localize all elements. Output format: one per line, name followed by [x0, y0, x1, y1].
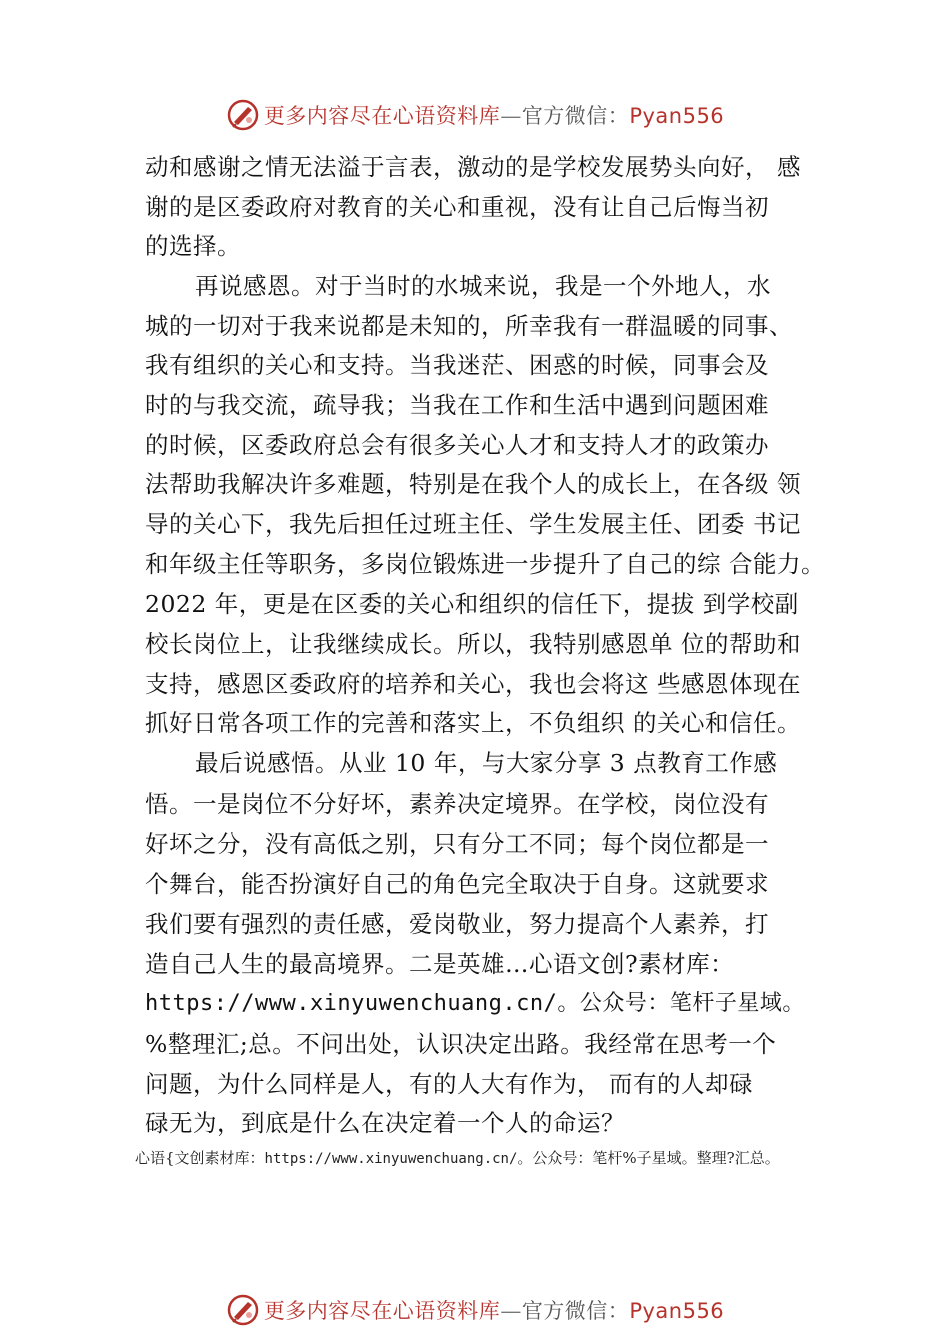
- text-line: 法帮助我解决许多难题，特别是在我个人的成长上，在各级 领: [145, 470, 801, 498]
- text-line: 碌无为，到底是什么在决定着一个人的命运？: [145, 1109, 625, 1137]
- text-line: 个舞台，能否扮演好自己的角色完全取决于自身。这就要求: [145, 870, 769, 898]
- footnote-url: https://www.xinyuwenchuang.cn/: [264, 1151, 518, 1167]
- text-line: 的时候，区委政府总会有很多关心人才和支持人才的政策办: [145, 431, 769, 459]
- text-line: 谢的是区委政府对教育的关心和重视，没有让自己后悔当初: [145, 193, 769, 221]
- text-line: 悟。一是岗位不分好坏，素养决定境界。在学校，岗位没有: [145, 790, 769, 818]
- text-line: 我有组织的关心和支持。当我迷茫、困惑的时候，同事会及: [145, 351, 769, 379]
- footnote: [135, 1146, 780, 1171]
- text-line: 导的关心下，我先后担任过班主任、学生发展主任、团委 书记: [145, 510, 801, 538]
- text-line: 最后说感悟。从业 10 年，与大家分享 3 点教育工作感: [195, 749, 778, 777]
- text-line: 抓好日常各项工作的完善和落实上，不负组织 的关心和信任。: [145, 709, 801, 737]
- text-line: 造自己人生的最高境界。二是英雄…心语文创?素材库：: [145, 950, 735, 978]
- text-line: 我们要有强烈的责任感，爱岗敬业，努力提高个人素养，打: [145, 910, 769, 938]
- text-line: 时的与我交流，疏导我；当我在工作和生活中遇到问题困难: [145, 391, 769, 419]
- text-line: 再说感恩。对于当时的水城来说，我是一个外地人，水: [195, 272, 771, 300]
- text-line: 城的一切对于我来说都是未知的，所幸我有一群温暖的同事、: [145, 312, 793, 340]
- text-line: 的选择。: [145, 232, 241, 260]
- footnote-suffix: 。公众号：笔杆%子星域。整理?汇总。: [517, 1149, 780, 1167]
- banner-dash: —: [500, 1299, 522, 1323]
- banner-wechat-id: Pyan556: [629, 1299, 725, 1323]
- text-line: 校长岗位上，让我继续成长。所以，我特别感恩单 位的帮助和: [145, 630, 801, 658]
- text-line: 2022 年，更是在区委的关心和组织的信任下，提拔 到学校副: [145, 590, 799, 618]
- banner-wechat-id: Pyan556: [629, 104, 725, 128]
- banner-brand: 更多内容尽在心语资料库: [263, 1299, 501, 1323]
- pen-logo-icon: [226, 1293, 260, 1327]
- footer-banner-text: [264, 1295, 724, 1325]
- footer-banner: [0, 1290, 950, 1330]
- banner-wechat-label: 官方微信：: [521, 104, 630, 128]
- text-line: 和年级主任等职务，多岗位锻炼进一步提升了自己的综 合能力。: [145, 550, 825, 578]
- banner-dash: —: [500, 104, 522, 128]
- text-line: 动和感谢之情无法溢于言表，激动的是学校发展势头向好， 感: [145, 153, 801, 181]
- text-line: %整理汇;总。不问出处，认识决定出路。我经常在思考一个: [145, 1030, 777, 1058]
- text-line: 问题，为什么同样是人，有的人大有作为， 而有的人却碌: [145, 1070, 753, 1098]
- banner-brand: 更多内容尽在心语资料库: [263, 104, 501, 128]
- text-line: 好坏之分，没有高低之别，只有分工不同；每个岗位都是一: [145, 830, 769, 858]
- text-line: 支持，感恩区委政府的培养和关心，我也会将这 些感恩体现在: [145, 670, 801, 698]
- url-line: https://www.xinyuwenchuang.cn/。公众号：笔杆子星域。: [145, 991, 805, 1016]
- footnote-prefix: 心语{文创素材库：: [135, 1149, 265, 1167]
- banner-wechat-label: 官方微信：: [521, 1299, 630, 1323]
